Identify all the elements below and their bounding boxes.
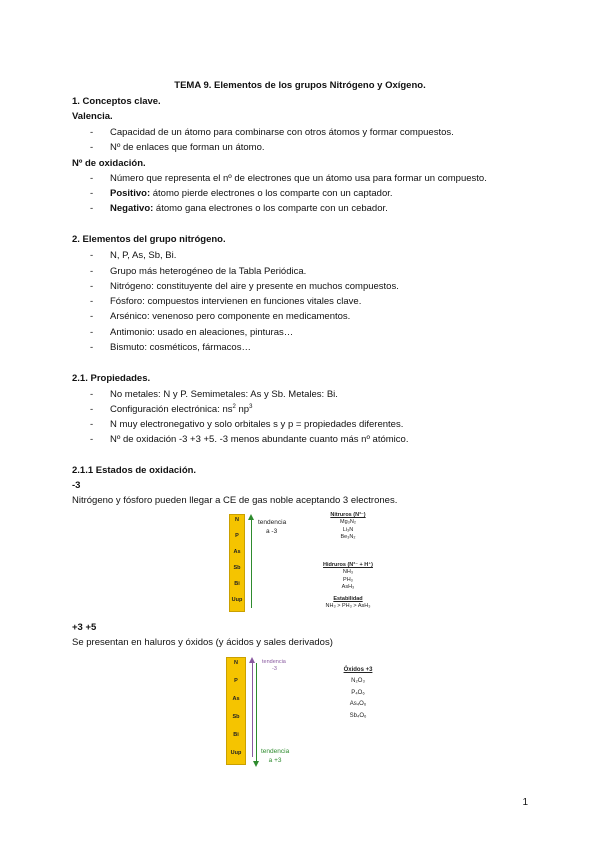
estabilidad-block: Estabilidad NH₃ > PH₃ > AsH₃ [325, 596, 371, 610]
oxidos-block: Óxidos +3 N₂O₃ P₄O₆ As₄O₆ Sb₄O₆ [343, 667, 373, 719]
down-arrow-line [252, 663, 253, 757]
list-item: - Número que representa el nº de electrones que un átomo usa para formar un compuesto. [90, 173, 487, 184]
list-item: - Fósforo: compuestos intervienen en funciones vitales clave. [90, 296, 362, 307]
list-item: - Configuración electrónica: $ns^2$ $np^3$ [90, 404, 253, 416]
oxidacion-heading: Nº de oxidación. [72, 158, 146, 169]
list-item: - Nº de oxidación -3 +3 +5. -3 menos abundante cuanto más nº atómico. [90, 434, 409, 445]
section-2-1-1-heading: 2.1.1 Estados de oxidación. [72, 465, 197, 476]
page-number: 1 [522, 797, 528, 808]
tendency-bottom-label: tendencia a +3 [261, 748, 290, 764]
paragraph: Se presentan en haluros y óxidos (y ácidos y sales derivados) [72, 637, 333, 648]
section-2-1-heading: 2.1. Propiedades. [72, 373, 151, 384]
list-item: - N, P, As, Sb, Bi. [90, 250, 177, 261]
tendency-label: tendencia a -3 [258, 519, 287, 535]
up-arrow-icon [249, 657, 255, 663]
page-title: TEMA 9. Elementos de los grupos Nitrógeno y Oxígeno. [174, 80, 426, 91]
section-2-heading: 2. Elementos del grupo nitrógeno. [72, 234, 226, 245]
list-item: - Nº de enlaces que forman un átomo. [90, 142, 265, 153]
tendency-top-label: tendencia -3 [262, 659, 286, 673]
list-item: - Capacidad de un átomo para combinarse con otros átomos y formar compuestos. [90, 127, 454, 138]
list-item: - Bismuto: cosméticos, fármacos… [90, 342, 251, 353]
list-item: - Negativo: átomo gana electrones o los comparte con un cebador. [90, 203, 388, 214]
list-item: - Antimonio: usado en aleaciones, pinturas… [90, 327, 294, 338]
list-item: - No metales: N y P. Semimetales: As y Sb. Metales: Bi. [90, 389, 338, 400]
valencia-heading: Valencia. [72, 111, 113, 122]
paragraph: Nitrógeno y fósforo pueden llegar a CE de gas noble aceptando 3 electrones. [72, 495, 398, 506]
element-column: N P As Sb Bi Uup [226, 657, 246, 765]
list-item: - Nitrógeno: constituyente del aire y presente en muchos compuestos. [90, 281, 399, 292]
green-arrow-line [256, 663, 257, 761]
list-item: - Arsénico: venenoso pero componente en medicamentos. [90, 311, 351, 322]
up-arrow-icon [251, 518, 252, 608]
list-item: - Grupo más heterogéneo de la Tabla Periódica. [90, 266, 307, 277]
element-column: N P As Sb Bi Uup [229, 514, 245, 612]
arrow-head-icon [248, 514, 254, 520]
nitruros-block: Nitruros (N³⁻) Mg₃N₂ Li₃N Be₃N₂ [330, 512, 366, 541]
section-1-heading: 1. Conceptos clave. [72, 96, 161, 107]
subheading-minus3: -3 [72, 480, 81, 491]
list-item: - N muy electronegativo y solo orbitales s y p = propiedades diferentes. [90, 419, 404, 430]
list-item: - Positivo: átomo pierde electrones o los comparte con un captador. [90, 188, 393, 199]
hidruros-block: Hidruros (N³⁻ + H⁺) NH₃ PH₃ AsH₃ [323, 562, 373, 591]
down-arrow-icon [253, 761, 259, 767]
subheading-plus3-plus5: +3 +5 [72, 622, 97, 633]
